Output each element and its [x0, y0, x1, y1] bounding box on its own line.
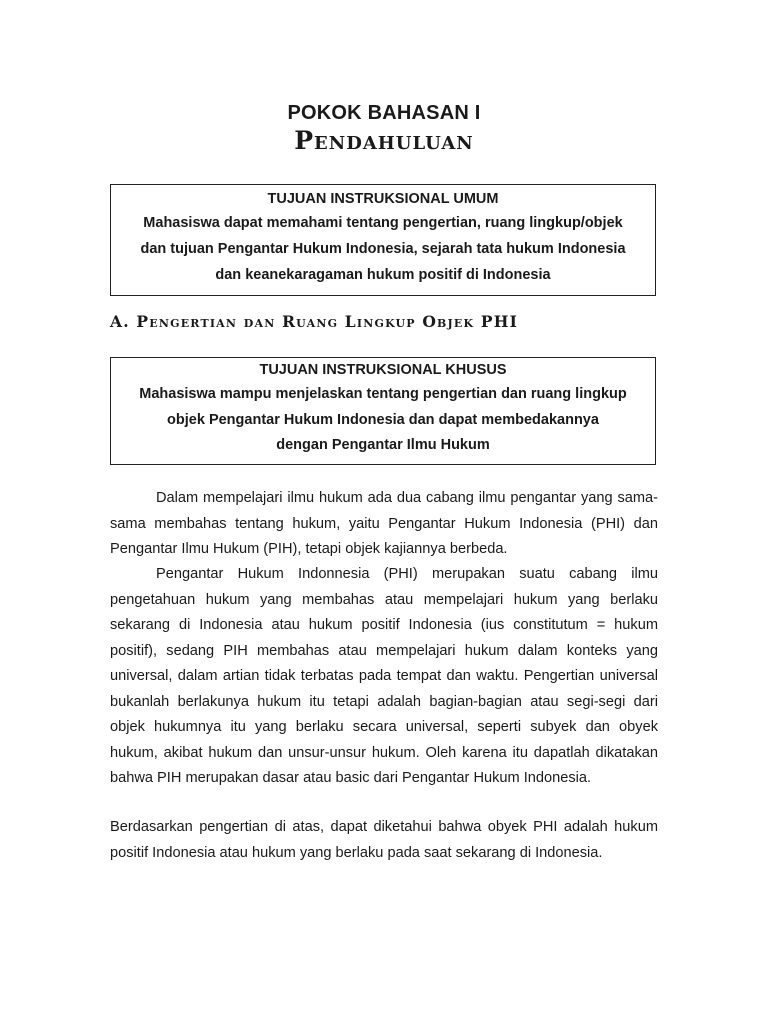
body-paragraph: Pengantar Hukum Indonnesia (PHI) merupakan suatu cabang ilmu pengetahuan hukum yang membahas atau mempelajari hukum yang berlaku sekarang di Indonesia atau hukum positif Indonesia (ius constitutum = hukum positif), sedang PIH membahas atau mempelajari hukum dalam konteks yang universal, dalam artian tidak terbatas pada tempat dan waktu. Pengertian universal bukanlah berlakunya hukum itu tetapi adalah bagian-bagian atau segi-segi dari objek hukumnya itu yang berlaku secara universal, seperti subyek dan obyek hukum, akibat hukum dan unsur-unsur hukum. Oleh karena itu dapatlah dikatakan bahwa PIH merupakan dasar atau basic dari Pengantar Hukum Indonesia. — [110, 566, 658, 786]
general-objective-line: dan tujuan Pengantar Hukum Indonesia, sejarah tata hukum Indonesia — [140, 241, 626, 257]
section-a-heading: A. Pengertian dan Ruang Lingkup Objek PHI — [110, 312, 519, 331]
specific-objective-header: TUJUAN INSTRUKSIONAL KHUSUS — [259, 362, 507, 378]
specific-objective-box — [110, 357, 656, 465]
specific-objective-line: objek Pengantar Hukum Indonesia dan dapat membedakannya — [167, 412, 599, 428]
chapter-title: POKOK BAHASAN I — [287, 102, 481, 124]
general-objective-box — [110, 184, 656, 296]
body-paragraph: Dalam mempelajari ilmu hukum ada dua cabang ilmu pengantar yang sama-sama membahas tentang hukum, yaitu Pengantar Hukum Indonesia (PHI) dan Pengantar Ilmu Hukum (PIH), tetapi objek kajiannya berbeda. — [110, 490, 658, 557]
specific-objective-line: dengan Pengantar Ilmu Hukum — [276, 437, 490, 453]
general-objective-line: Mahasiswa dapat memahami tentang pengertian, ruang lingkup/objek — [143, 215, 623, 231]
general-objective-line: dan keanekaragaman hukum positif di Indonesia — [215, 267, 551, 283]
chapter-subtitle: Pendahuluan — [294, 126, 474, 155]
body-paragraph: Berdasarkan pengertian di atas, dapat diketahui bahwa obyek PHI adalah hukum positif Indonesia atau hukum yang berlaku pada saat sekarang di Indonesia. — [110, 819, 658, 861]
specific-objective-line: Mahasiswa mampu menjelaskan tentang pengertian dan ruang lingkup — [139, 386, 627, 402]
general-objective-header: TUJUAN INSTRUKSIONAL UMUM — [267, 191, 499, 207]
